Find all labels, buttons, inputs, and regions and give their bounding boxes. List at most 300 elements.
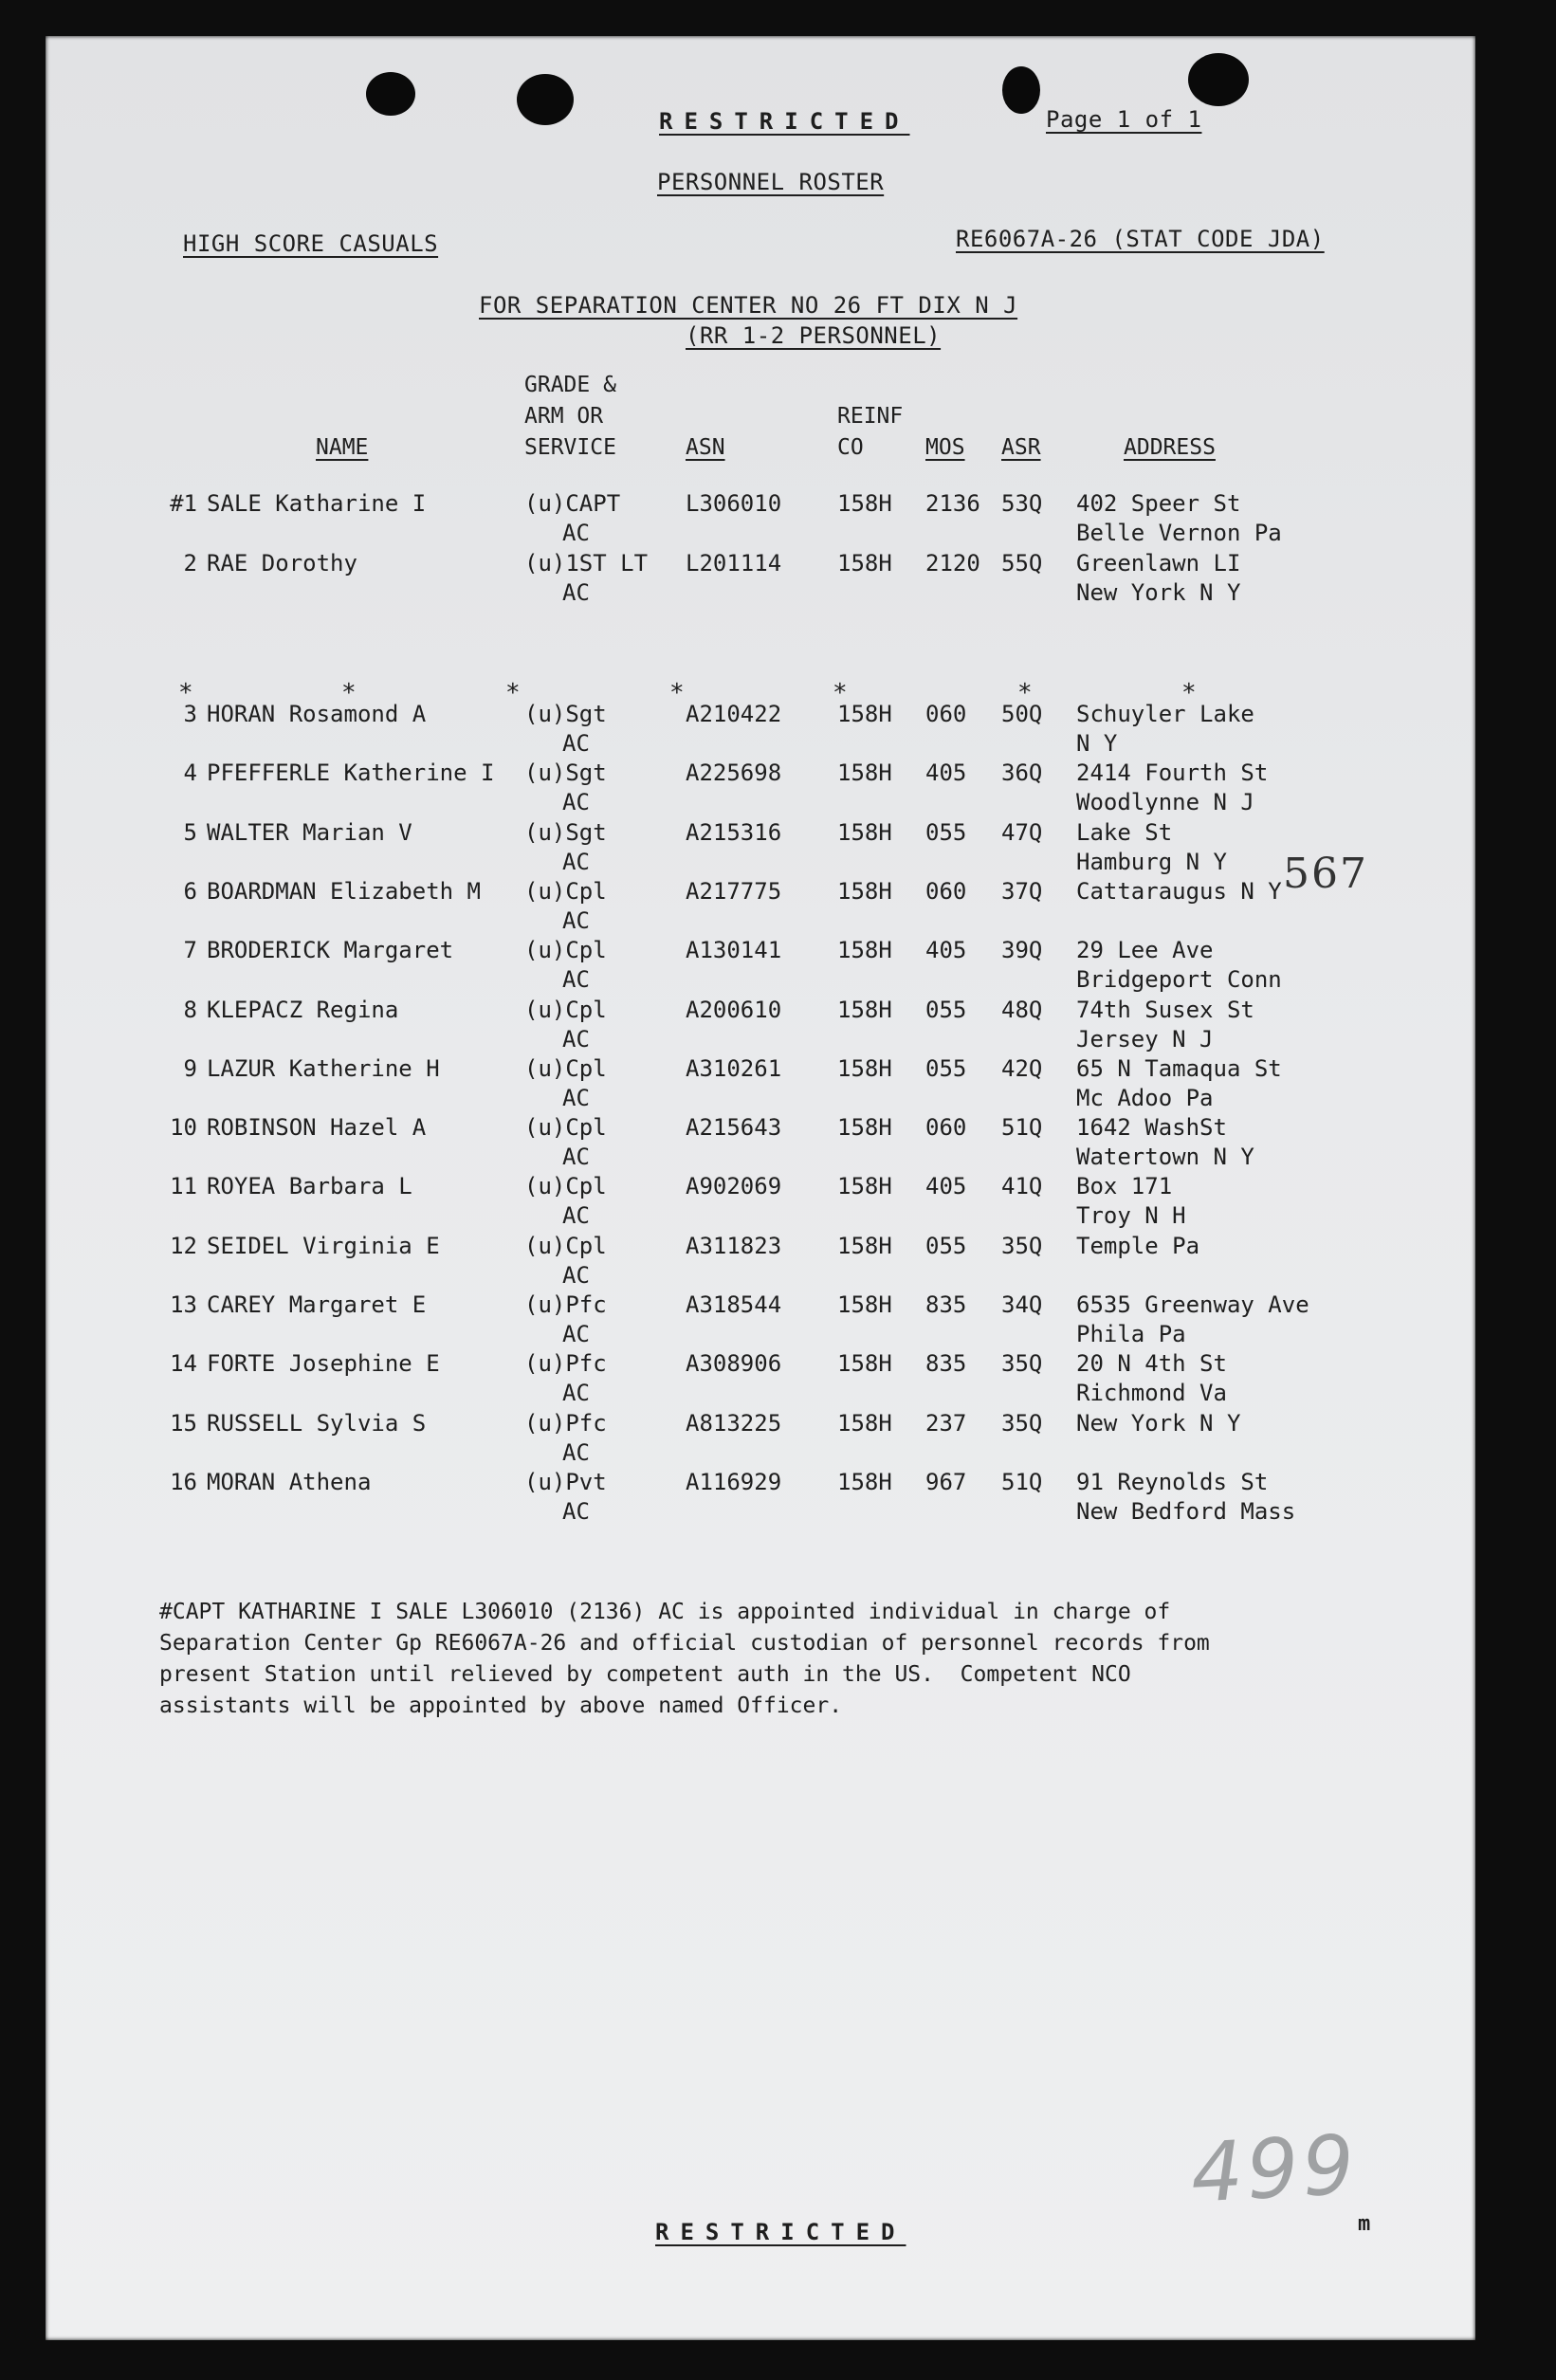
group-code: RE6067A-26 (STAT CODE JDA) bbox=[956, 226, 1325, 252]
column-name: NAME bbox=[316, 435, 369, 460]
cell-asn bbox=[686, 996, 781, 1025]
cell-mos-value: 060 bbox=[925, 701, 967, 727]
cell-mos bbox=[925, 1172, 966, 1201]
cell-name bbox=[207, 1172, 412, 1201]
pencil-number: 499 bbox=[1188, 2117, 1361, 2222]
cell-name bbox=[207, 877, 481, 906]
cell-asn bbox=[686, 1172, 781, 1201]
cell-name-value: MORAN Athena bbox=[207, 1468, 372, 1495]
cell-addr2-value: Troy N H bbox=[1076, 1202, 1186, 1230]
stamped-number: 567 bbox=[1283, 850, 1368, 898]
cell-asr-value: 34Q bbox=[1001, 1291, 1043, 1318]
cell-grade-value: (u)Cpl bbox=[524, 877, 607, 905]
cell-addr2-value: Belle Vernon Pa bbox=[1076, 520, 1282, 546]
column-asn: ASN bbox=[686, 435, 725, 460]
cell-asr bbox=[1001, 759, 1042, 788]
cell-num-value: 9 bbox=[183, 1054, 197, 1082]
cell-addr1-value: 2414 Fourth St bbox=[1076, 760, 1269, 787]
cell-asn bbox=[686, 1468, 781, 1497]
cell-addr2-value: Mc Adoo Pa bbox=[1076, 1084, 1214, 1111]
cell-name-value: BOARDMAN Elizabeth M bbox=[207, 877, 481, 905]
cell-reinf bbox=[837, 1468, 892, 1497]
cell-grade-value: (u)Cpl bbox=[524, 1173, 607, 1200]
cell-addr1 bbox=[1076, 1349, 1227, 1408]
cell-reinf bbox=[837, 1409, 892, 1438]
cell-asn-value: A813225 bbox=[686, 1409, 782, 1437]
cell-name-value: BRODERICK Margaret bbox=[207, 937, 454, 964]
cell-addr1-value: 1642 WashSt bbox=[1076, 1114, 1227, 1142]
cell-arm-value: AC bbox=[562, 1202, 590, 1230]
cell-grade bbox=[524, 877, 607, 936]
cell-name-value: LAZUR Katherine H bbox=[207, 1054, 440, 1082]
cell-addr1-value: Schuyler Lake bbox=[1076, 701, 1254, 727]
cell-grade-value: (u)Cpl bbox=[524, 996, 607, 1023]
table-row bbox=[46, 996, 1475, 1056]
cell-name bbox=[207, 1409, 426, 1438]
cell-name-value: ROBINSON Hazel A bbox=[207, 1114, 427, 1142]
cell-addr1-value: New York N Y bbox=[1076, 1409, 1241, 1437]
cell-name-value: RAE Dorothy bbox=[207, 550, 357, 577]
cell-grade bbox=[524, 1054, 607, 1113]
table-row bbox=[46, 549, 1475, 610]
cell-num-value: 8 bbox=[183, 996, 197, 1023]
cell-grade-value: (u)Cpl bbox=[524, 1114, 607, 1142]
cell-asn bbox=[686, 549, 781, 578]
cell-reinf bbox=[837, 818, 892, 848]
separator-star: * bbox=[833, 679, 848, 707]
cell-arm-value: AC bbox=[562, 1321, 590, 1347]
cell-addr1-value: 20 N 4th St bbox=[1076, 1350, 1227, 1378]
cell-grade-value: (u)Cpl bbox=[524, 937, 607, 964]
cell-reinf bbox=[837, 1349, 892, 1379]
cell-asr bbox=[1001, 1172, 1042, 1201]
cell-grade bbox=[524, 549, 648, 608]
cell-num bbox=[150, 1113, 197, 1143]
cell-addr1-value: Lake St bbox=[1076, 818, 1173, 846]
cell-name-value: SALE Katharine I bbox=[207, 490, 427, 517]
cell-reinf bbox=[837, 936, 892, 965]
cell-asn bbox=[686, 1232, 781, 1261]
cell-asn-value: A311823 bbox=[686, 1232, 782, 1259]
table-row bbox=[46, 759, 1475, 819]
cell-num bbox=[150, 1468, 197, 1497]
cell-reinf-value: 158H bbox=[837, 490, 892, 517]
cell-arm-value: AC bbox=[562, 520, 590, 546]
cell-asn bbox=[686, 936, 781, 965]
cell-grade bbox=[524, 1172, 607, 1231]
cell-name bbox=[207, 1113, 426, 1143]
cell-reinf-value: 158H bbox=[837, 1350, 892, 1378]
cell-mos-value: 835 bbox=[925, 1350, 967, 1378]
punch-hole-left bbox=[366, 72, 415, 116]
cell-asn-value: A130141 bbox=[686, 937, 782, 964]
cell-asn-value: A308906 bbox=[686, 1350, 782, 1378]
cell-grade bbox=[524, 700, 607, 759]
cell-addr2-value: Hamburg N Y bbox=[1076, 848, 1227, 875]
cell-name-value: HORAN Rosamond A bbox=[207, 701, 427, 727]
cell-num-value: 12 bbox=[170, 1232, 197, 1259]
cell-num-value: 2 bbox=[183, 550, 197, 577]
cell-asn-value: A116929 bbox=[686, 1468, 782, 1495]
cell-reinf-value: 158H bbox=[837, 550, 892, 577]
cell-addr1 bbox=[1076, 549, 1240, 608]
cell-asr-value: 53Q bbox=[1001, 490, 1043, 517]
cell-num bbox=[150, 1172, 197, 1201]
cell-mos bbox=[925, 818, 966, 848]
cell-num bbox=[150, 1232, 197, 1261]
separator-star: * bbox=[1181, 679, 1197, 707]
document-page bbox=[46, 36, 1475, 2340]
cell-grade bbox=[524, 818, 607, 877]
cell-addr1-value: 402 Speer St bbox=[1076, 490, 1241, 517]
cell-addr2-value: Woodlynne N J bbox=[1076, 789, 1254, 816]
cell-num-value: 15 bbox=[170, 1409, 197, 1437]
cell-arm-value: AC bbox=[562, 789, 590, 816]
cell-mos-value: 405 bbox=[925, 1173, 967, 1200]
cell-asr bbox=[1001, 877, 1042, 906]
cell-reinf bbox=[837, 1054, 892, 1084]
cell-addr1-value: 6535 Greenway Ave bbox=[1076, 1291, 1309, 1318]
cell-mos bbox=[925, 1232, 966, 1261]
cell-addr2-value: Richmond Va bbox=[1076, 1380, 1227, 1407]
cell-addr2-value: Watertown N Y bbox=[1076, 1144, 1254, 1171]
cell-asr bbox=[1001, 1113, 1042, 1143]
cell-arm-value: AC bbox=[562, 579, 590, 606]
cell-asr-value: 48Q bbox=[1001, 996, 1043, 1023]
cell-reinf bbox=[837, 489, 892, 519]
cell-name-value: FORTE Josephine E bbox=[207, 1350, 440, 1378]
page-label: Page 1 of 1 bbox=[1046, 106, 1202, 133]
cell-asr-value: 47Q bbox=[1001, 818, 1043, 846]
cell-grade-value: (u)Cpl bbox=[524, 1232, 607, 1259]
cell-asr-value: 39Q bbox=[1001, 937, 1043, 964]
table-row bbox=[46, 936, 1475, 997]
punch-hole-center bbox=[517, 74, 574, 125]
cell-asn-value: A310261 bbox=[686, 1054, 782, 1082]
cell-grade-value: (u)CAPT bbox=[524, 490, 621, 517]
cell-mos-value: 055 bbox=[925, 818, 967, 846]
cell-grade-value: (u)1ST LT bbox=[524, 550, 649, 577]
table-row bbox=[46, 1054, 1475, 1115]
cell-reinf-value: 158H bbox=[837, 1409, 892, 1437]
cell-reinf-value: 158H bbox=[837, 1468, 892, 1495]
cell-reinf bbox=[837, 1232, 892, 1261]
column-address: ADDRESS bbox=[1124, 435, 1216, 460]
cell-addr1 bbox=[1076, 1054, 1282, 1113]
cell-addr1 bbox=[1076, 1409, 1240, 1438]
cell-addr1-value: 74th Susex St bbox=[1076, 996, 1254, 1023]
cell-asr-value: 36Q bbox=[1001, 760, 1043, 787]
cell-asn bbox=[686, 1409, 781, 1438]
cell-num-value: 3 bbox=[183, 701, 197, 727]
cell-reinf-value: 158H bbox=[837, 1291, 892, 1318]
cell-grade bbox=[524, 1349, 607, 1408]
cell-num bbox=[150, 818, 197, 848]
cell-asr-value: 51Q bbox=[1001, 1468, 1043, 1495]
cell-name-value: KLEPACZ Regina bbox=[207, 996, 399, 1023]
cell-grade bbox=[524, 936, 607, 995]
cell-name-value: CAREY Margaret E bbox=[207, 1291, 427, 1318]
cell-arm-value: AC bbox=[562, 1025, 590, 1053]
cell-num-value: 10 bbox=[170, 1114, 197, 1142]
cell-asr-value: 51Q bbox=[1001, 1114, 1043, 1142]
corner-mark: m bbox=[1358, 2212, 1371, 2236]
cell-addr1 bbox=[1076, 489, 1282, 548]
cell-arm-value: AC bbox=[562, 966, 590, 994]
cell-grade-value: (u)Sgt bbox=[524, 701, 607, 727]
cell-addr1 bbox=[1076, 936, 1282, 995]
table-row bbox=[46, 1409, 1475, 1470]
classification-header: RESTRICTED bbox=[659, 108, 910, 135]
cell-asr bbox=[1001, 549, 1042, 578]
cell-asn-value: A215316 bbox=[686, 818, 782, 846]
cell-num bbox=[150, 1054, 197, 1084]
cell-mos-value: 405 bbox=[925, 760, 967, 787]
cell-name bbox=[207, 1349, 440, 1379]
table-row bbox=[46, 1291, 1475, 1351]
cell-name-value: RUSSELL Sylvia S bbox=[207, 1409, 427, 1437]
cell-addr1 bbox=[1076, 1232, 1199, 1261]
cell-mos bbox=[925, 877, 966, 906]
cell-num-value: 7 bbox=[183, 937, 197, 964]
cell-mos bbox=[925, 489, 980, 519]
cell-mos-value: 060 bbox=[925, 877, 967, 905]
cell-grade-value: (u)Sgt bbox=[524, 818, 607, 846]
cell-num bbox=[150, 1409, 197, 1438]
column-reinf: REINF CO bbox=[837, 404, 904, 460]
table-row bbox=[46, 1468, 1475, 1529]
cell-mos bbox=[925, 1291, 966, 1320]
cell-mos-value: 055 bbox=[925, 1232, 967, 1259]
cell-asn bbox=[686, 1349, 781, 1379]
cell-grade-value: (u)Pvt bbox=[524, 1468, 607, 1495]
cell-mos bbox=[925, 996, 966, 1025]
cell-addr1 bbox=[1076, 1468, 1295, 1527]
cell-asr-value: 42Q bbox=[1001, 1054, 1043, 1082]
destination-line: FOR SEPARATION CENTER NO 26 FT DIX N J bbox=[479, 292, 1018, 319]
cell-asr bbox=[1001, 1409, 1042, 1438]
column-asr: ASR bbox=[1001, 435, 1041, 460]
cell-mos-value: 967 bbox=[925, 1468, 967, 1495]
punch-hole-right bbox=[1002, 66, 1040, 114]
cell-reinf-value: 158H bbox=[837, 760, 892, 787]
cell-asn bbox=[686, 818, 781, 848]
cell-addr1 bbox=[1076, 1113, 1254, 1172]
cell-num-value: 5 bbox=[183, 818, 197, 846]
cell-addr1-value: Temple Pa bbox=[1076, 1232, 1200, 1259]
cell-arm-value: AC bbox=[562, 1084, 590, 1111]
cell-num-value: 13 bbox=[170, 1291, 197, 1318]
cell-asr bbox=[1001, 1232, 1042, 1261]
cell-name-value: PFEFFERLE Katherine I bbox=[207, 760, 495, 787]
cell-mos-value: 055 bbox=[925, 1054, 967, 1082]
cell-asr bbox=[1001, 1291, 1042, 1320]
cell-addr1 bbox=[1076, 1291, 1309, 1349]
cell-grade-value: (u)Sgt bbox=[524, 760, 607, 787]
cell-num bbox=[150, 1349, 197, 1379]
punch-hole-far-right bbox=[1188, 53, 1249, 106]
cell-asr bbox=[1001, 489, 1042, 519]
cell-name bbox=[207, 936, 453, 965]
cell-name-value: SEIDEL Virginia E bbox=[207, 1232, 440, 1259]
cell-addr2-value: N Y bbox=[1076, 730, 1118, 757]
cell-grade bbox=[524, 1291, 607, 1349]
cell-asr-value: 35Q bbox=[1001, 1350, 1043, 1378]
cell-mos-value: 060 bbox=[925, 1114, 967, 1142]
cell-asn-value: A210422 bbox=[686, 701, 782, 727]
cell-reinf bbox=[837, 1113, 892, 1143]
table-row bbox=[46, 1172, 1475, 1233]
cell-asr bbox=[1001, 1054, 1042, 1084]
cell-num-value: 14 bbox=[170, 1350, 197, 1378]
table-row bbox=[46, 818, 1475, 879]
cell-num-value: #1 bbox=[170, 490, 197, 517]
cell-asn-value: A902069 bbox=[686, 1173, 782, 1200]
cell-reinf-value: 158H bbox=[837, 701, 892, 727]
classification-footer: RESTRICTED bbox=[655, 2219, 906, 2245]
cell-addr1 bbox=[1076, 818, 1227, 877]
cell-arm-value: AC bbox=[562, 906, 590, 934]
cell-mos bbox=[925, 1409, 966, 1438]
cell-name bbox=[207, 818, 412, 848]
cell-addr1 bbox=[1076, 1172, 1186, 1231]
cell-addr2-value: New Bedford Mass bbox=[1076, 1497, 1296, 1525]
cell-num-value: 16 bbox=[170, 1468, 197, 1495]
cell-reinf-value: 158H bbox=[837, 1173, 892, 1200]
cell-asr bbox=[1001, 936, 1042, 965]
cell-asn bbox=[686, 759, 781, 788]
cell-reinf bbox=[837, 759, 892, 788]
cell-num bbox=[150, 936, 197, 965]
cell-grade bbox=[524, 759, 607, 817]
cell-addr2-value: Phila Pa bbox=[1076, 1321, 1186, 1347]
cell-num bbox=[150, 549, 197, 578]
cell-arm-value: AC bbox=[562, 1144, 590, 1171]
cell-reinf-value: 158H bbox=[837, 937, 892, 964]
cell-num bbox=[150, 877, 197, 906]
group-label: HIGH SCORE CASUALS bbox=[183, 230, 439, 257]
cell-asr-value: 55Q bbox=[1001, 550, 1043, 577]
appointment-note: #CAPT KATHARINE I SALE L306010 (2136) AC is appointed individual in charge of Separation Center Gp RE6067A-26 and official custodian of personnel records from present Station until relieved by competent auth in the US. Competent NCO assistants will be appointed by above named Officer. bbox=[159, 1600, 1210, 1718]
cell-arm-value: AC bbox=[562, 1438, 590, 1466]
cell-arm-value: AC bbox=[562, 848, 590, 875]
cell-asn bbox=[686, 1113, 781, 1143]
cell-mos bbox=[925, 936, 966, 965]
cell-reinf bbox=[837, 1291, 892, 1320]
table-row bbox=[46, 700, 1475, 760]
cell-mos bbox=[925, 759, 966, 788]
cell-arm-value: AC bbox=[562, 1497, 590, 1525]
cell-reinf-value: 158H bbox=[837, 877, 892, 905]
cell-name bbox=[207, 1291, 426, 1320]
cell-addr1-value: 29 Lee Ave bbox=[1076, 937, 1214, 964]
cell-mos-value: 835 bbox=[925, 1291, 967, 1318]
table-row bbox=[46, 489, 1475, 550]
cell-name bbox=[207, 549, 357, 578]
cell-asn bbox=[686, 1291, 781, 1320]
cell-mos-value: 055 bbox=[925, 996, 967, 1023]
cell-asn-value: A215643 bbox=[686, 1114, 782, 1142]
cell-grade bbox=[524, 1409, 607, 1468]
cell-asr-value: 35Q bbox=[1001, 1409, 1043, 1437]
cell-num-value: 4 bbox=[183, 760, 197, 787]
cell-asr-value: 50Q bbox=[1001, 701, 1043, 727]
cell-arm-value: AC bbox=[562, 1380, 590, 1407]
cell-grade bbox=[524, 1113, 607, 1172]
cell-addr1-value: Greenlawn LI bbox=[1076, 550, 1241, 577]
cell-addr1-value: Box 171 bbox=[1076, 1173, 1173, 1200]
cell-asr bbox=[1001, 996, 1042, 1025]
cell-grade-value: (u)Pfc bbox=[524, 1350, 607, 1378]
separator-star: * bbox=[341, 679, 357, 707]
cell-asn-value: A217775 bbox=[686, 877, 782, 905]
cell-addr1 bbox=[1076, 759, 1268, 817]
cell-addr2-value: New York N Y bbox=[1076, 579, 1241, 606]
cell-addr1-value: Cattaraugus N Y bbox=[1076, 877, 1282, 905]
cell-reinf-value: 158H bbox=[837, 1054, 892, 1082]
column-mos: MOS bbox=[925, 435, 965, 460]
cell-addr1-value: 65 N Tamaqua St bbox=[1076, 1054, 1282, 1082]
separator-star: * bbox=[669, 679, 685, 707]
cell-name bbox=[207, 996, 398, 1025]
cell-mos-value: 2120 bbox=[925, 550, 980, 577]
cell-grade bbox=[524, 489, 620, 548]
cell-asn-value: L306010 bbox=[686, 490, 782, 517]
cell-addr1-value: 91 Reynolds St bbox=[1076, 1468, 1269, 1495]
separator-star: * bbox=[178, 679, 193, 707]
cell-asr-value: 35Q bbox=[1001, 1232, 1043, 1259]
cell-num bbox=[150, 1291, 197, 1320]
cell-asn bbox=[686, 1054, 781, 1084]
cell-name bbox=[207, 1468, 371, 1497]
cell-num bbox=[150, 996, 197, 1025]
cell-addr1 bbox=[1076, 700, 1254, 759]
cell-asr bbox=[1001, 818, 1042, 848]
cell-addr1 bbox=[1076, 996, 1254, 1054]
cell-addr1 bbox=[1076, 877, 1282, 906]
cell-addr2-value: Jersey N J bbox=[1076, 1025, 1214, 1053]
cell-reinf bbox=[837, 877, 892, 906]
cell-mos bbox=[925, 1468, 966, 1497]
cell-asn-value: A318544 bbox=[686, 1291, 782, 1318]
cell-reinf-value: 158H bbox=[837, 1232, 892, 1259]
cell-num-value: 6 bbox=[183, 877, 197, 905]
cell-asn-value: L201114 bbox=[686, 550, 782, 577]
cell-mos bbox=[925, 549, 980, 578]
cell-asn bbox=[686, 877, 781, 906]
cell-reinf bbox=[837, 1172, 892, 1201]
cell-grade-value: (u)Pfc bbox=[524, 1409, 607, 1437]
cell-grade-value: (u)Cpl bbox=[524, 1054, 607, 1082]
cell-asr bbox=[1001, 1349, 1042, 1379]
cell-name bbox=[207, 759, 494, 788]
cell-grade bbox=[524, 996, 607, 1054]
cell-arm-value: AC bbox=[562, 1261, 590, 1289]
cell-mos bbox=[925, 1349, 966, 1379]
separator-star: * bbox=[1017, 679, 1033, 707]
cell-num-value: 11 bbox=[170, 1173, 197, 1200]
cell-reinf-value: 158H bbox=[837, 818, 892, 846]
cell-name bbox=[207, 1232, 440, 1261]
cell-num bbox=[150, 489, 197, 519]
cell-grade bbox=[524, 1232, 607, 1291]
cell-arm-value: AC bbox=[562, 730, 590, 757]
cell-mos bbox=[925, 1113, 966, 1143]
cell-name-value: WALTER Marian V bbox=[207, 818, 412, 846]
cell-grade bbox=[524, 1468, 607, 1527]
table-row bbox=[46, 1349, 1475, 1410]
cell-asn-value: A200610 bbox=[686, 996, 782, 1023]
